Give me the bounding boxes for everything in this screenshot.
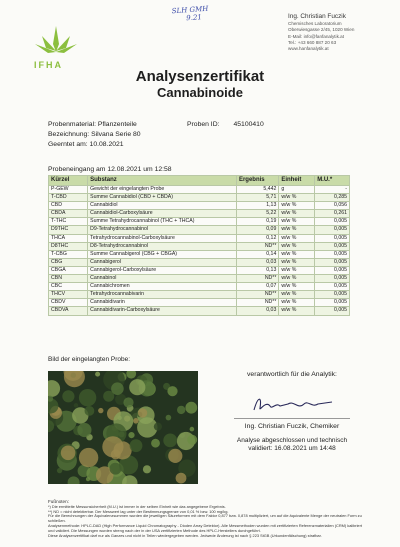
cell-einheit: w/w % [279,234,315,242]
cell-ergebnis: 5,71 [236,194,278,202]
cell-mu: 0,261 [315,210,350,218]
cell-kuerzel: D8THC [49,242,88,250]
cell-kuerzel: THCV [49,291,88,299]
cell-substanz: Tetrahydrocannabinol-Carboxylsäure [88,234,237,242]
cell-substanz: D9-Tetrahydrocannabinol [88,226,237,234]
cell-kuerzel: T-CBD [49,194,88,202]
table-header-row [49,176,350,186]
cell-ergebnis: 0,07 [236,283,278,291]
proben-id-label: Proben ID: [187,121,220,128]
logo-text: IFHA [34,60,63,70]
analysis-line-2: validiert: 16.08.2021 um 14:48 [248,445,336,452]
cell-mu: 0,056 [315,202,350,210]
footnote-line: *) Die ermittelte Messunsicherheit (M.U.) ist immer in der selben Einheit wie das angegebene Ergebnis. [48,503,226,509]
cell-substanz: Cannabidiol-Carboxylsäure [88,210,237,218]
lab-line: Chemisches Laboratorium [288,21,342,27]
cell-mu: 0,285 [315,194,350,202]
analysis-line-1: Analyse abgeschlossen und technisch [236,437,348,444]
cell-kuerzel: THCA [49,234,88,242]
table-row [49,266,350,274]
cell-substanz: Cannabichromen [88,283,237,291]
cell-ergebnis: 5,442 [236,186,278,194]
cell-substanz: Cannabigerol-Carboxylsäure [88,266,237,274]
footnote-line: Für die Berechnungen der Äquivalenzsummen wurden die jeweiligen Säureformen mit dem Faktor 0,877 bzw. 0,878 multipliziert, um auf die äquivalente Menge der neutralen Form zu schließen. [48,513,362,524]
cell-ergebnis: 0,03 [236,307,278,315]
cell-substanz: Cannabidiol [88,202,237,210]
cell-einheit: w/w % [279,275,315,283]
analysis-validation [218,437,366,453]
table-row [49,291,350,299]
cell-einheit: w/w % [279,258,315,266]
cell-kuerzel: T-THC [49,218,88,226]
cell-mu: 0,005 [315,299,350,307]
sample-image-label: Bild der eingelangten Probe: [48,356,131,363]
table-row [49,210,350,218]
lab-line: Oberwiesgasse 2/45, 1020 Wien [288,27,355,33]
cell-mu: 0,005 [315,307,350,315]
table-row [49,194,350,202]
cell-mu: 0,005 [315,258,350,266]
col-header-mu: M.U.* [315,176,350,186]
table-row [49,283,350,291]
cell-mu: - [315,186,350,194]
cell-einheit: w/w % [279,307,315,315]
cell-kuerzel: D9THC [49,226,88,234]
proben-id [187,121,278,128]
footnotes [48,500,366,538]
cell-einheit: w/w % [279,291,315,299]
handwritten-note [171,5,209,24]
table-row [49,242,350,250]
document-title: Analysenzertifikat [135,68,265,85]
cell-mu: 0,005 [315,218,350,226]
col-header-substanz: Substanz [88,176,237,186]
lab-line: Tel.: +43 660 887 20 63 [288,39,337,45]
cell-einheit: w/w % [279,283,315,291]
cell-substanz: Gewicht der eingelangten Probe [88,186,237,194]
cell-einheit: w/w % [279,218,315,226]
footnote-line: **) ND = nicht detektierbar. Der Messwert lag unter der Bestimmungsgrenze von 0,01 % bzw. 100 mg/kg. [48,508,229,514]
cell-kuerzel: CBDVA [49,307,88,315]
footnotes-title: Fußnoten: [48,499,69,504]
cell-kuerzel: CBGA [49,266,88,274]
cell-einheit: w/w % [279,226,315,234]
cell-kuerzel: CBC [49,283,88,291]
table-row [49,299,350,307]
cell-substanz: Cannabigerol [88,258,237,266]
cell-kuerzel: T-CBG [49,250,88,258]
cell-kuerzel: CBDV [49,299,88,307]
lab-line: E-Mail: info@fanfanalytik.at [288,33,344,39]
cell-ergebnis: ND** [236,291,278,299]
table-row [49,250,350,258]
cell-mu: 0,005 [315,234,350,242]
cell-kuerzel: P-GEW [49,186,88,194]
responsible-label: verantwortlich für die Analytik: [247,371,337,378]
footnote-line: Analysenmethode: HPLC-DAD (High Performance Liquid Chromatography - Dioden Array Detektor). Alle Messmethoden wurden mit zertifizierten Referenzmaterialien (CRM) kalibriert und validiert. Die Messungen wurden streng nach der in der USA zertifizierten Methode des HPLC-Herstellers durchgeführt. [48,522,362,533]
sample-photo [48,371,198,484]
probenmaterial: Probenmaterial: Pflanzenteile [48,121,137,128]
results-table [48,175,350,316]
geerntet: Geerntet am: 10.08.2021 [48,141,124,148]
cell-mu: 0,005 [315,291,350,299]
signer-name: Ing. Christian Fuczik, Chemiker [244,423,340,430]
lab-line: www.hanfanalytik.at [288,46,329,52]
col-header-ergebnis: Ergebnis [236,176,278,186]
cell-mu: 0,005 [315,275,350,283]
cell-kuerzel: CBD [49,202,88,210]
col-header-kuerzel: Kürzel [49,176,88,186]
probeneingang: Probeneingang am 12.08.2021 um 12:58 [48,166,172,173]
signature-image [248,392,338,416]
cell-ergebnis: 0,13 [236,266,278,274]
cell-substanz: Summe Cannabigerol (CBG + CBGA) [88,250,237,258]
cell-substanz: Cannabidivarin [88,299,237,307]
handnote-line-2: 9.21 [186,13,203,23]
table-row [49,234,350,242]
cell-substanz: Cannabinol [88,275,237,283]
table-row [49,226,350,234]
proben-id-value: 45100410 [233,121,264,128]
cell-substanz: Summe Cannabidiol (CBD + CBDA) [88,194,237,202]
handnote-line-1: SLH GMH [171,4,209,16]
cell-mu: 0,005 [315,283,350,291]
cell-substanz: Summe Tetrahydrocannabinol (THC + THCA) [88,218,237,226]
cell-einheit: g [279,186,315,194]
cell-ergebnis: 0,03 [236,258,278,266]
bezeichnung: Bezeichnung: Silvana Serie 80 [48,131,141,138]
cell-mu: 0,005 [315,226,350,234]
table-row [49,258,350,266]
lab-address [288,14,354,52]
cell-mu: 0,005 [315,250,350,258]
cell-einheit: w/w % [279,210,315,218]
cell-ergebnis: 0,14 [236,250,278,258]
cell-kuerzel: CBDA [49,210,88,218]
cell-substanz: Cannabidivarin-Carboxylsäure [88,307,237,315]
table-row [49,218,350,226]
cell-kuerzel: CBN [49,275,88,283]
cell-ergebnis: ND** [236,242,278,250]
footnote-line: Diese Analysenzertifikat darf nur als Ganzes und nicht in Teilen wiedergegeben werden. Jedwede Änderung ist nach § 223 StGB (Urkundenfälschung) strafbar. [48,532,322,538]
table-row [49,307,350,315]
table-row [49,186,350,194]
cell-ergebnis: 1,13 [236,202,278,210]
cell-ergebnis: 0,09 [236,226,278,234]
col-header-einheit: Einheit [279,176,315,186]
cell-ergebnis: 0,19 [236,218,278,226]
signature-line [234,418,350,419]
cell-einheit: w/w % [279,202,315,210]
table-row [49,202,350,210]
cell-kuerzel: CBG [49,258,88,266]
cell-substanz: D8-Tetrahydrocannabinol [88,242,237,250]
cell-ergebnis: ND** [236,299,278,307]
cell-mu: 0,005 [315,266,350,274]
cell-einheit: w/w % [279,266,315,274]
cell-einheit: w/w % [279,194,315,202]
cell-einheit: w/w % [279,299,315,307]
ifha-logo-icon [34,24,78,58]
cell-ergebnis: ND** [236,275,278,283]
lab-name: Ing. Christian Fuczik [288,13,346,20]
cell-einheit: w/w % [279,250,315,258]
document-subtitle: Cannabinoide [157,85,243,100]
cell-ergebnis: 5,22 [236,210,278,218]
table-row [49,275,350,283]
cell-ergebnis: 0,12 [236,234,278,242]
cell-einheit: w/w % [279,242,315,250]
cell-mu: 0,005 [315,242,350,250]
cell-substanz: Tetrahydrocannabivarin [88,291,237,299]
